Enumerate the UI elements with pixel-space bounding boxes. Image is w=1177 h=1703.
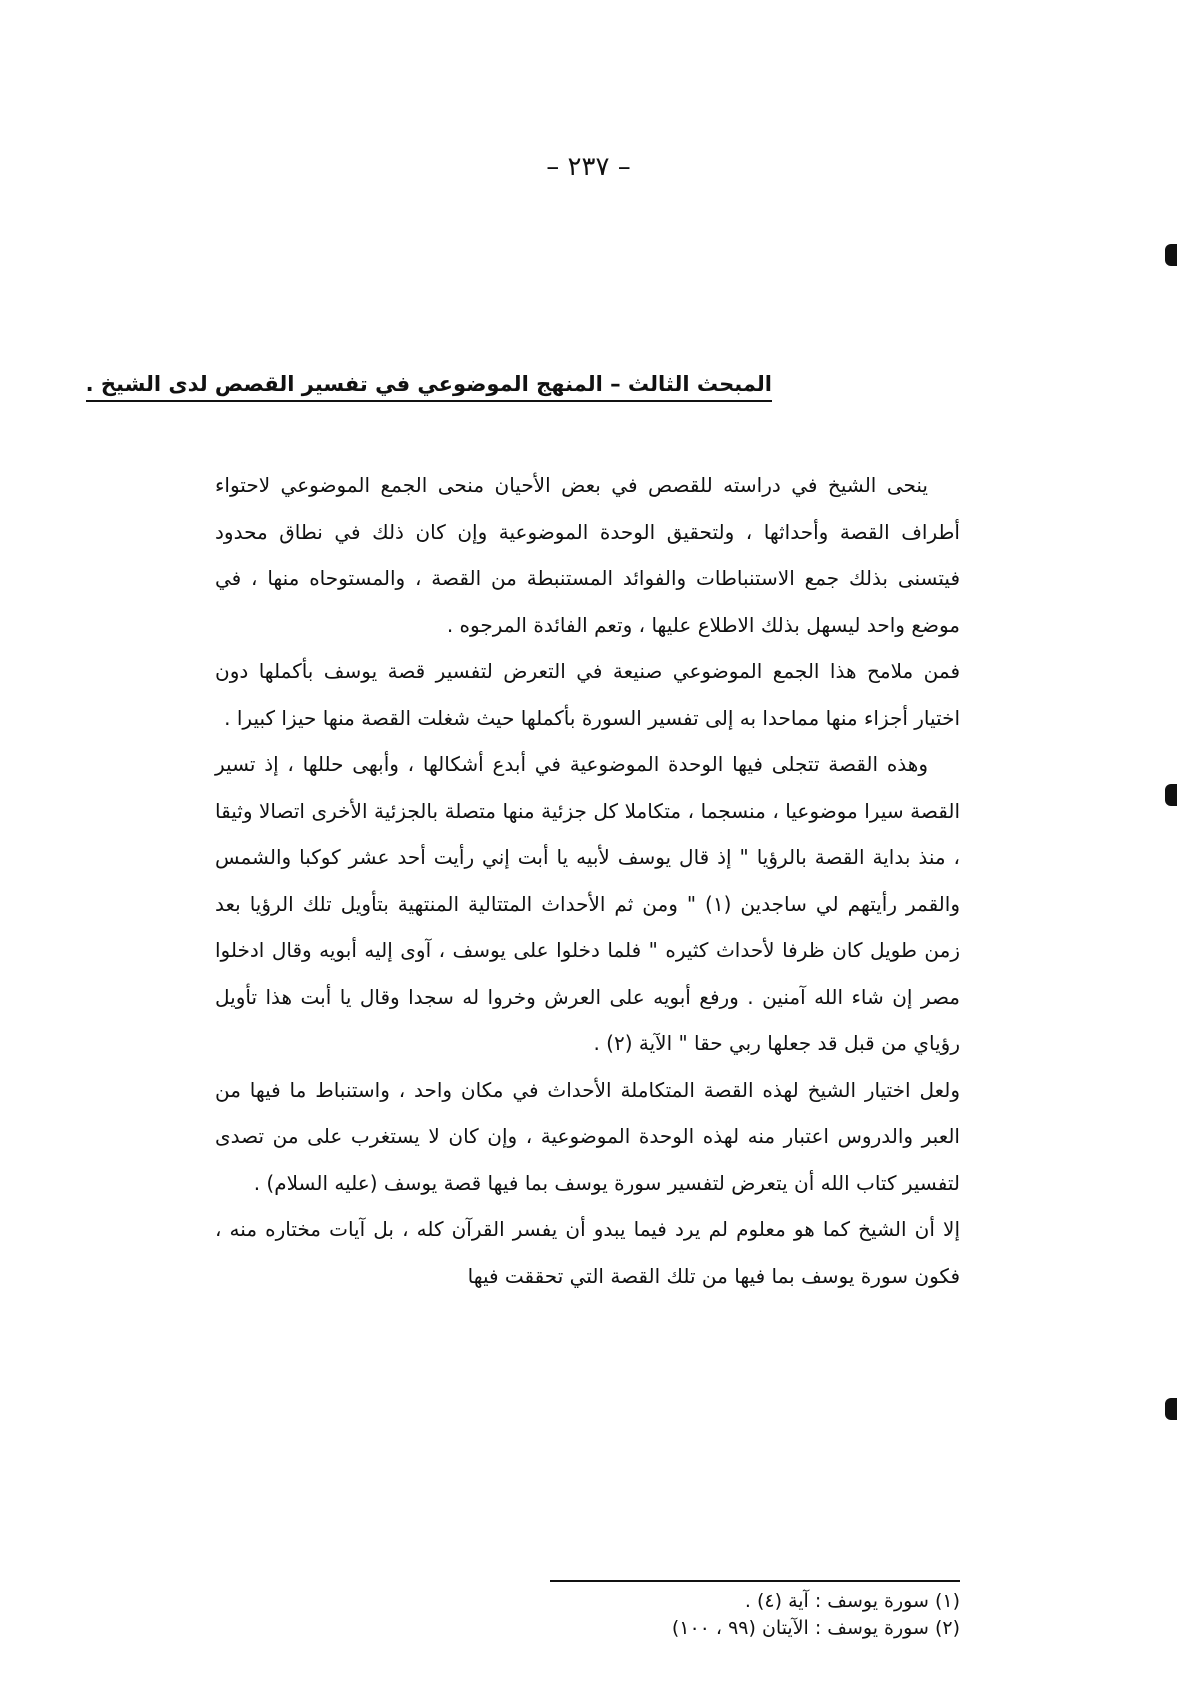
binding-hole-mark: [1165, 784, 1177, 806]
page-number: – ٢٣٧ –: [546, 152, 631, 182]
body-text: [215, 462, 960, 1299]
footnote-divider: [550, 1580, 960, 1582]
footnote-2: (٢) سورة يوسف : الآيتان (٩٩ ، ١٠٠): [671, 1617, 960, 1639]
binding-hole-mark: [1165, 1398, 1177, 1420]
footnote-1: (١) سورة يوسف : آية (٤) .: [744, 1590, 960, 1612]
section-heading: المبحث الثالث – المنهج الموضوعي في تفسير القصص لدى الشيخ .: [86, 372, 772, 402]
paragraph-1: ينحى الشيخ في دراسته للقصص في بعض الأحيان منحى الجمع الموضوعي لاحتواء أطراف القصة وأحداثها ، ولتحقيق الوحدة الموضوعية وإن كان ذلك في نطاق محدود فيتسنى بذلك جمع الاستنباطات والفوائد المستنبطة من القصة ، والمستوحاه منها ، في موضع واحد ليسهل بذلك الاطلاع عليها ، وتعم الفائدة المرجوه .: [215, 473, 960, 637]
paragraph-4: ولعل اختيار الشيخ لهذه القصة المتكاملة الأحداث في مكان واحد ، واستنباط ما فيها من العبر والدروس اعتبار منه لهذه الوحدة الموضوعية ، وإن كان لا يستغرب على من تصدى لتفسير كتاب الله أن يتعرض لتفسير سورة يوسف بما فيها قصة يوسف (عليه السلام) .: [215, 1077, 960, 1195]
footnotes: [550, 1588, 960, 1642]
paragraph-3: وهذه القصة تتجلى فيها الوحدة الموضوعية في أبدع أشكالها ، وأبهى حللها ، إذ تسير القصة سيرا موضوعيا ، منسجما ، متكاملا كل جزئية منها متصلة بالجزئية الأخرى اتصالا وثيقا ، منذ بداية القصة بالرؤيا " إذ قال يوسف لأبيه يا أبت إني رأيت أحد عشر كوكبا والشمس والقمر رأيتهم لي ساجدين (١) " ومن ثم الأحداث المتتالية المنتهية بتأويل تلك الرؤيا بعد زمن طويل كان ظرفا لأحداث كثيره " فلما دخلوا على يوسف ، آوى إليه أبويه وقال ادخلوا مصر إن شاء الله آمنين . ورفع أبويه على العرش وخروا له سجدا وقال يا أبت هذا تأويل رؤياي من قبل قد جعلها ربي حقا " الآية (٢) .: [215, 752, 960, 1055]
paragraph-5: إلا أن الشيخ كما هو معلوم لم يرد فيما يبدو أن يفسر القرآن كله ، بل آيات مختاره منه ، فكون سورة يوسف بما فيها من تلك القصة التي تحققت فيها: [215, 1217, 960, 1288]
paragraph-2: فمن ملامح هذا الجمع الموضوعي صنيعة في التعرض لتفسير قصة يوسف بأكملها دون اختيار أجزاء منها مماحدا به إلى تفسير السورة بأكملها حيث شغلت القصة منها حيزا كبيرا .: [215, 659, 960, 730]
binding-hole-mark: [1165, 244, 1177, 266]
